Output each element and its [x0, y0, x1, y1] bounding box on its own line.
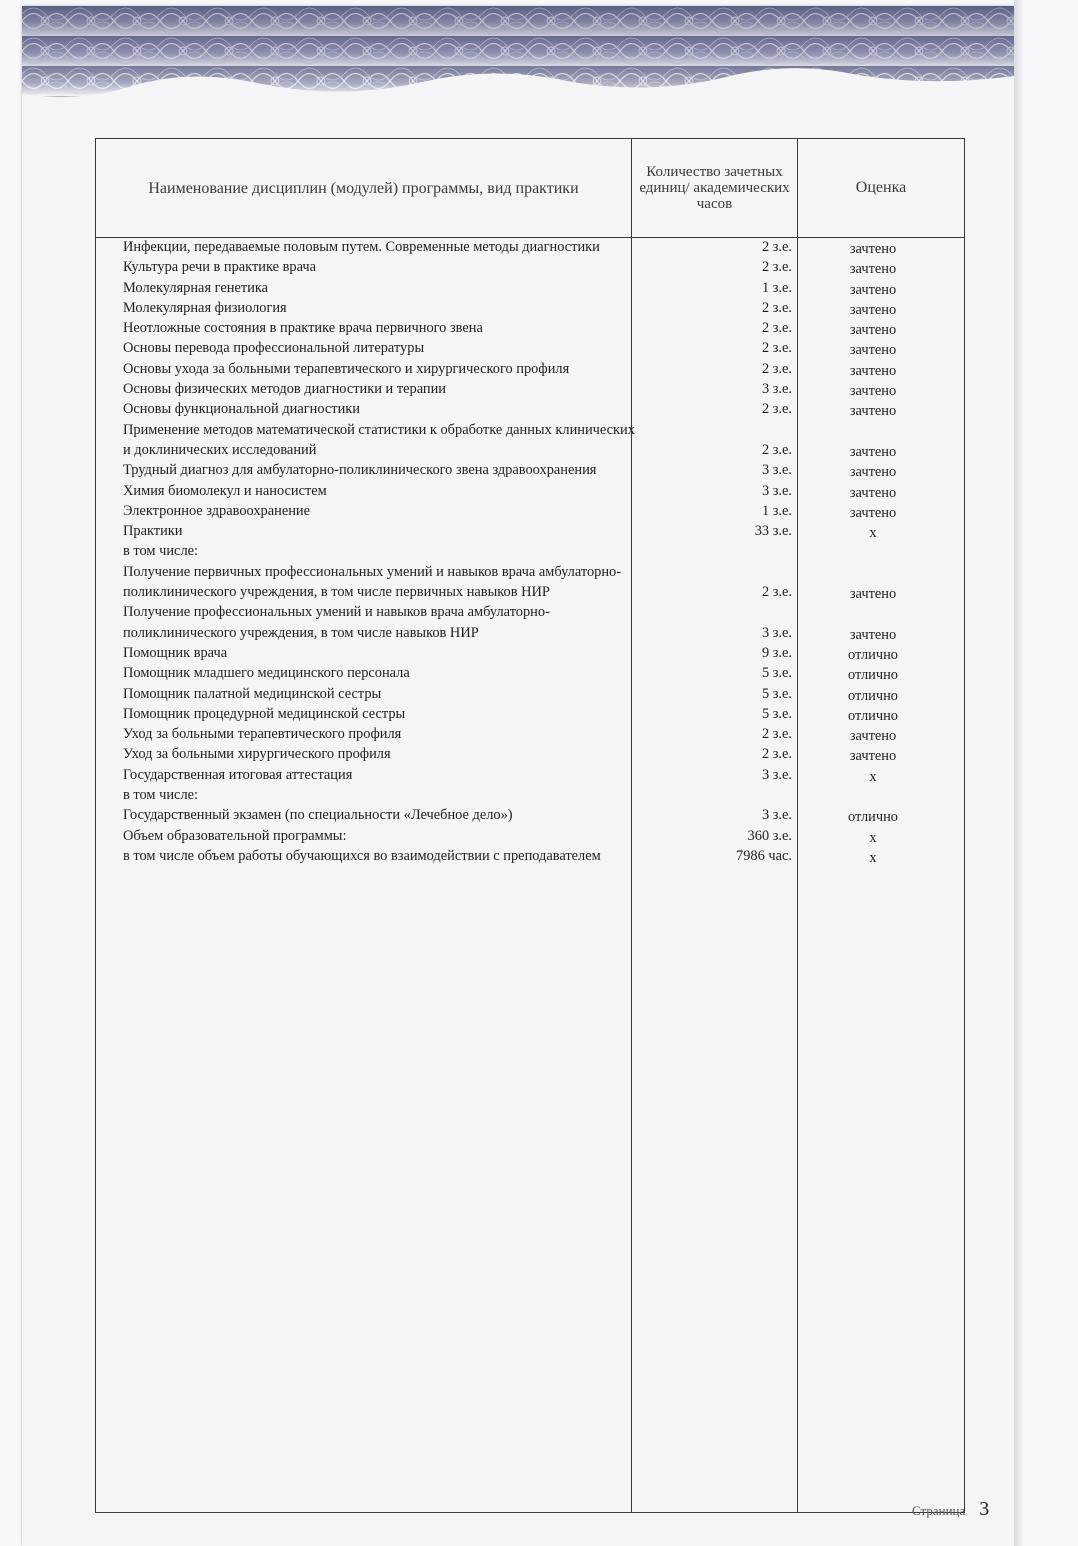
table-row — [96, 785, 964, 805]
discipline-name: Получение первичных профессиональных умений и навыков врача амбулаторно-поликлинического учреждения, в том числе первичных навыков НИР — [123, 563, 622, 601]
discipline-name: Помощник младшего медицинского персонала — [123, 665, 410, 682]
discipline-name: Инфекции, передаваемые половым путем. Современные методы диагностики — [123, 239, 600, 255]
discipline-name: Культура речи в практике врача — [123, 259, 317, 276]
discipline-name: Помощник врача — [123, 644, 228, 661]
credit-value: 2 з.е. — [761, 259, 792, 276]
discipline-name: Основы физических методов диагностики и терапии — [123, 381, 446, 398]
header-credits: Количество зачетных единиц/ академических часов — [639, 164, 790, 212]
credit-value: 1 з.е. — [761, 502, 792, 519]
grade-value: зачтено — [849, 748, 897, 765]
table-row — [96, 278, 964, 298]
credit-value: 5 з.е. — [761, 685, 792, 702]
discipline-name: Трудный диагноз для амбулаторно-поликлинического звена здравоохранения — [123, 462, 597, 479]
credit-value: 5 з.е. — [761, 665, 792, 682]
credit-value: 33 з.е. — [754, 523, 792, 540]
table-row — [96, 501, 964, 521]
table-row — [96, 805, 964, 825]
credit-value: 2 з.е. — [761, 360, 792, 377]
table-row — [96, 684, 964, 704]
grade-value: зачтено — [849, 241, 897, 257]
table-row — [96, 643, 964, 663]
table-row — [96, 704, 964, 724]
grade-value: отлично — [848, 667, 898, 684]
discipline-name: Государственная итоговая аттестация — [123, 766, 353, 783]
table-row — [96, 562, 964, 603]
table-row — [96, 257, 964, 277]
discipline-name: Неотложные состояния в практике врача первичного звена — [123, 320, 483, 337]
grade-value: зачтено — [849, 504, 897, 521]
discipline-name: в том числе объем работы обучающихся во взаимодействии с преподавателем — [123, 847, 601, 864]
discipline-name: Основы функциональной диагностики — [123, 401, 360, 418]
discipline-name: Основы перевода профессиональной литературы — [123, 340, 425, 357]
grade-value: зачтено — [849, 728, 897, 745]
table-row — [96, 379, 964, 399]
grade-value: отлично — [848, 687, 898, 704]
discipline-name: Основы ухода за больными терапевтического и хирургического профиля — [123, 360, 570, 377]
table-row — [96, 237, 964, 257]
credit-value: 9 з.е. — [761, 644, 792, 661]
grade-value: зачтено — [849, 362, 897, 379]
credit-value: 2 з.е. — [761, 340, 792, 357]
table-row — [96, 359, 964, 379]
grade-value: зачтено — [849, 383, 897, 400]
table-row — [96, 663, 964, 683]
grade-value: отлично — [848, 646, 898, 663]
grade-value: зачтено — [849, 261, 897, 278]
table-row — [96, 481, 964, 501]
page-number-value: 3 — [979, 1498, 990, 1520]
discipline-name: Уход за больными терапевтического профиля — [123, 726, 402, 743]
credit-value: 3 з.е. — [761, 482, 792, 499]
table-body — [96, 237, 964, 866]
table-row — [96, 541, 964, 561]
credit-value: 7986 час. — [736, 847, 792, 864]
header-discipline: Наименование дисциплин (модулей) программы, вид практики — [148, 179, 579, 197]
grade-value: зачтено — [849, 626, 897, 643]
table-row — [96, 298, 964, 318]
discipline-name: в том числе: — [123, 787, 199, 804]
discipline-name: Электронное здравоохранение — [123, 502, 311, 519]
credit-value: 2 з.е. — [761, 299, 792, 316]
grade-value: зачтено — [849, 281, 897, 298]
credit-value: 2 з.е. — [761, 239, 792, 255]
discipline-name: Помощник палатной медицинской сестры — [123, 685, 382, 702]
grade-value: зачтено — [849, 322, 897, 339]
table-header — [96, 139, 964, 238]
credit-value: 3 з.е. — [761, 807, 792, 824]
table-row — [96, 460, 964, 480]
table-row — [96, 846, 964, 866]
guilloche-border-pattern — [22, 6, 1014, 116]
credit-value: 2 з.е. — [761, 726, 792, 743]
credit-value: 3 з.е. — [761, 766, 792, 783]
grade-value: отлично — [848, 809, 898, 826]
discipline-name: Государственный экзамен (по специальности «Лечебное дело») — [123, 807, 513, 824]
table-row — [96, 724, 964, 744]
credit-value: 360 з.е. — [747, 827, 792, 844]
page-edge-shadow — [1014, 0, 1024, 1546]
grade-value: отлично — [848, 707, 898, 724]
grades-table — [95, 138, 965, 1513]
grade-value: x — [869, 849, 877, 866]
page-label: Страница — [912, 1503, 966, 1518]
credit-value: 2 з.е. — [761, 441, 792, 458]
discipline-name: Практики — [123, 523, 183, 540]
grade-value: зачтено — [849, 403, 897, 420]
credit-value: 2 з.е. — [761, 584, 792, 601]
table-row — [96, 420, 964, 461]
table-row — [96, 399, 964, 419]
credit-value: 3 з.е. — [761, 381, 792, 398]
table-row — [96, 338, 964, 358]
credit-value: 2 з.е. — [761, 320, 792, 337]
table-row — [96, 521, 964, 541]
discipline-name: Молекулярная физиология — [123, 299, 287, 316]
page-number — [912, 1498, 989, 1521]
grade-value: зачтено — [849, 586, 897, 603]
credit-value: 3 з.е. — [761, 462, 792, 479]
discipline-name: Получение профессиональных умений и навыков врача амбулаторно-поликлинического учреждения, в том числе навыков НИР — [123, 604, 550, 641]
grade-value: x — [869, 525, 877, 542]
discipline-name: в том числе: — [123, 543, 199, 560]
table-row — [96, 318, 964, 338]
credit-value: 3 з.е. — [761, 624, 792, 641]
grade-value: зачтено — [849, 443, 897, 460]
discipline-name: Помощник процедурной медицинской сестры — [123, 705, 406, 722]
header-grade: Оценка — [855, 179, 907, 196]
table-row — [96, 744, 964, 764]
grade-value: зачтено — [849, 342, 897, 359]
discipline-name: Уход за больными хирургического профиля — [123, 746, 391, 763]
discipline-name: Химия биомолекул и наносистем — [123, 482, 327, 499]
credit-value: 2 з.е. — [761, 401, 792, 418]
grade-value: зачтено — [849, 301, 897, 318]
grade-value: x — [869, 768, 877, 785]
table-row — [96, 826, 964, 846]
discipline-name: Применение методов математической статистики к обработке данных клинических и доклинических исследований — [123, 421, 635, 458]
credit-value: 2 з.е. — [761, 746, 792, 763]
grade-value: зачтено — [849, 464, 897, 481]
grade-value: x — [869, 829, 877, 846]
credit-value: 1 з.е. — [761, 279, 792, 296]
table-row — [96, 765, 964, 785]
table-row — [96, 602, 964, 643]
grade-value: зачтено — [849, 484, 897, 501]
discipline-name: Объем образовательной программы: — [123, 827, 347, 844]
credit-value: 5 з.е. — [761, 705, 792, 722]
discipline-name: Молекулярная генетика — [123, 279, 269, 296]
